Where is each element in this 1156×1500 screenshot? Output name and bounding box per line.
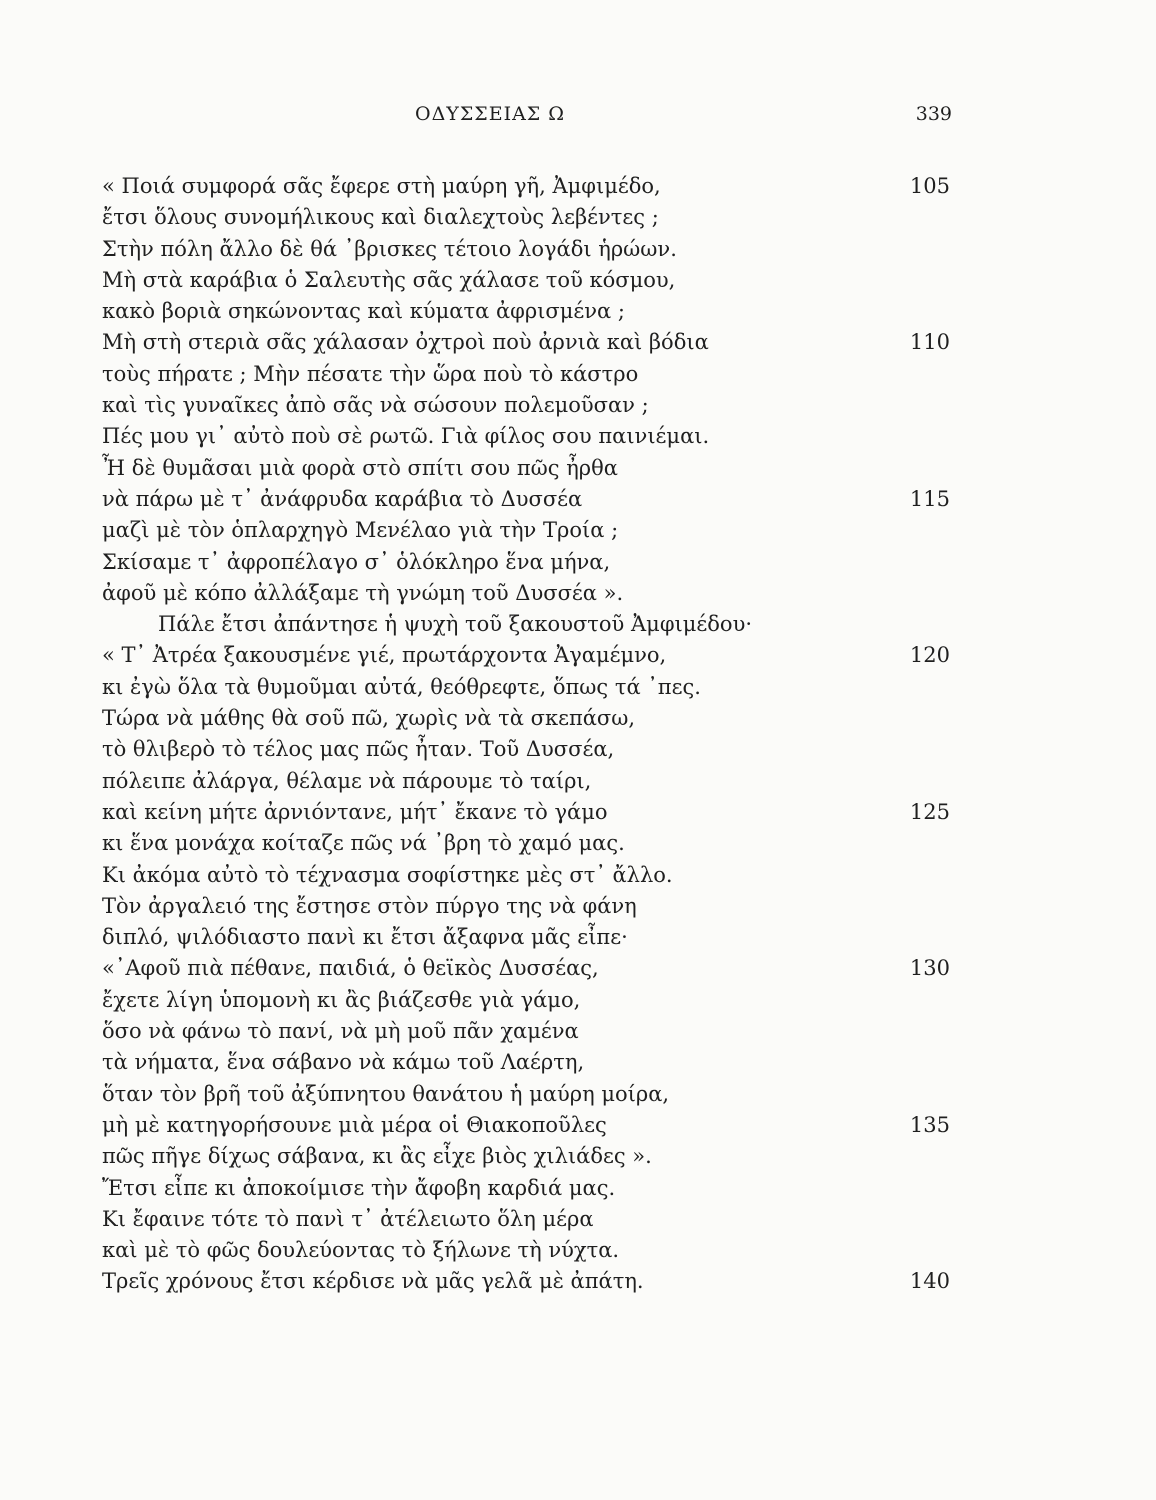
verse-line [0,327,1156,358]
verse-line [0,672,1156,703]
verse-line [0,1204,1156,1235]
verse-text: Κι ἀκόμα αὐτὸ τὸ τέχνασμα σοφίστηκε μὲς στ᾽ ἄλλο. [102,862,673,887]
verse-text: πόλειπε ἀλάργα, θέλαμε νὰ πάρουμε τὸ ταίρι, [102,768,592,793]
line-number: 115 [909,486,950,511]
verse-line [0,484,1156,515]
verse-line [0,171,1156,202]
verse-line [0,1141,1156,1172]
verse-text: ὅταν τὸν βρῆ τοῦ ἀξύπνητου θανάτου ἡ μαύρη μοίρα, [102,1081,670,1106]
verse-text: κι ἕνα μονάχα κοίταζε πῶς νά ᾽βρη τὸ χαμό μας. [102,831,625,856]
verse-text: μαζὶ μὲ τὸν ὁπλαρχηγὸ Μενέλαο γιὰ τὴν Τροία ; [102,518,619,543]
verse-text: ὅσο νὰ φάνω τὸ πανί, νὰ μὴ μοῦ πᾶν χαμένα [102,1019,579,1044]
line-number: 120 [909,643,950,668]
verse-text: ἔτσι ὅλους συνομήλικους καὶ διαλεχτοὺς λεβέντες ; [102,205,659,230]
verse-text: πῶς πῆγε δίχως σάβανα, κι ἂς εἶχε βιὸς χιλιάδες ». [102,1144,652,1169]
verse-line [0,390,1156,421]
line-number: 140 [909,1269,950,1294]
verse-text: « Ποιά συμφορά σᾶς ἔφερε στὴ μαύρη γῆ, Ἀμφιμέδο, [102,174,661,198]
verse-line [0,922,1156,953]
verse-text: κακὸ βοριὰ σηκώνοντας καὶ κύματα ἀφρισμένα ; [102,299,625,324]
verse-text: νὰ πάρω μὲ τ᾽ ἀνάφρυδα καράβια τὸ Δυσσέα [102,486,583,511]
verse-line [0,1266,1156,1297]
verse-line [0,453,1156,484]
verse-text: καὶ κείνη μήτε ἀρνιόντανε, μήτ᾽ ἔκανε τὸ γάμο [102,799,608,824]
verse-line [0,860,1156,891]
line-number: 125 [909,799,950,824]
verse-line [0,640,1156,671]
verse-line [0,1016,1156,1047]
verse-text: μὴ μὲ κατηγορήσουνε μιὰ μέρα οἱ Θιακοποῦλες [102,1112,607,1137]
verse-line [0,1079,1156,1110]
line-number: 110 [909,330,950,355]
verse-line [0,296,1156,327]
verse-text: Μὴ στὰ καράβια ὁ Σαλευτὴς σᾶς χάλασε τοῦ κόσμου, [102,267,676,292]
verse-text: «᾽Αφοῦ πιὰ πέθανε, παιδιά, ὁ θεϊκὸς Δυσσέας, [102,956,599,981]
verse-text: Ἦ δὲ θυμᾶσαι μιὰ φορὰ στὸ σπίτι σου πῶς ἦρθα [102,455,618,480]
line-number: 105 [909,174,950,198]
verse-text: Ἔτσι εἶπε κι ἀποκοίμισε τὴν ἄφοβη καρδιά μας. [102,1175,616,1200]
verse-line [0,797,1156,828]
verse-text: Τώρα νὰ μάθης θὰ σοῦ πῶ, χωρὶς νὰ τὰ σκεπάσω, [102,706,636,731]
verse-line [0,578,1156,609]
page-number: 339 [915,103,952,125]
verse-line [0,953,1156,984]
verse-text: Τρεῖς χρόνους ἔτσι κέρδισε νὰ μᾶς γελᾶ μὲ ἀπάτη. [102,1269,644,1294]
verse-text: Σκίσαμε τ᾽ ἀφροπέλαγο σ᾽ ὁλόκληρο ἕνα μήνα, [102,549,611,574]
line-number: 130 [909,956,950,981]
verse-text: τοὺς πήρατε ; Μὴν πέσατε τὴν ὥρα ποὺ τὸ κάστρο [102,361,639,386]
verse-text: ἀφοῦ μὲ κόπο ἀλλάξαμε τὴ γνώμη τοῦ Δυσσέα ». [102,580,624,605]
verse-line [0,828,1156,859]
running-head [0,103,1156,131]
verse-line [0,985,1156,1016]
verse-text: διπλό, ψιλόδιαστο πανὶ κι ἔτσι ἄξαφνα μᾶς εἶπε· [102,925,628,950]
verse-text: τὰ νήματα, ἕνα σάβανο νὰ κάμω τοῦ Λαέρτη, [102,1050,585,1075]
verse-text: Μὴ στὴ στεριὰ σᾶς χάλασαν ὀχτροὶ ποὺ ἀρνιὰ καὶ βόδια [102,330,709,355]
verse-line [0,202,1156,233]
verse-text: Τὸν ἀργαλειό της ἔστησε στὸν πύργο της νὰ φάνη [102,893,637,918]
verse-line [0,265,1156,296]
verse-text: καὶ μὲ τὸ φῶς δουλεύοντας τὸ ξήλωνε τὴ νύχτα. [102,1238,620,1263]
verse-line [0,515,1156,546]
verse-text: Πές μου γι᾽ αὐτὸ ποὺ σὲ ρωτῶ. Γιὰ φίλος σου παινιέμαι. [102,424,710,449]
verse-line [0,1235,1156,1266]
line-number: 135 [909,1112,950,1137]
verse-line [0,1110,1156,1141]
verse-line [0,1047,1156,1078]
verse-line [0,703,1156,734]
verse-line [0,609,1156,640]
verse-text: ἔχετε λίγη ὑπομονὴ κι ἂς βιάζεσθε γιὰ γάμο, [102,987,581,1012]
verse-line [0,359,1156,390]
verse-line [0,734,1156,765]
verse-text: « Τ᾽ Ἀτρέα ξακουσμένε γιέ, πρωτάρχοντα Ἀγαμέμνο, [102,643,667,668]
verse-line [0,1173,1156,1204]
verse-line [0,234,1156,265]
poem-text [0,171,1156,1298]
verse-text: Πάλε ἔτσι ἀπάντησε ἡ ψυχὴ τοῦ ξακουστοῦ Ἀμφιμέδου· [158,612,753,637]
verse-line [0,547,1156,578]
running-title: ΟΔΥΣΣΕΙΑΣ Ω [415,103,566,125]
verse-line [0,766,1156,797]
verse-line [0,421,1156,452]
verse-text: καὶ τὶς γυναῖκες ἀπὸ σᾶς νὰ σώσουν πολεμοῦσαν ; [102,393,649,418]
verse-text: Κι ἔφαινε τότε τὸ πανὶ τ᾽ ἀτέλειωτο ὅλη μέρα [102,1206,594,1231]
verse-line [0,891,1156,922]
verse-text: τὸ θλιβερὸ τὸ τέλος μας πῶς ἦταν. Τοῦ Δυσσέα, [102,737,615,762]
verse-text: κι ἐγὼ ὅλα τὰ θυμοῦμαι αὐτά, θεόθρεφτε, ὅπως τά ᾽πες. [102,674,701,699]
verse-text: Στὴν πόλη ἄλλο δὲ θά ᾽βρισκες τέτοιο λογάδι ἡρώων. [102,236,677,261]
